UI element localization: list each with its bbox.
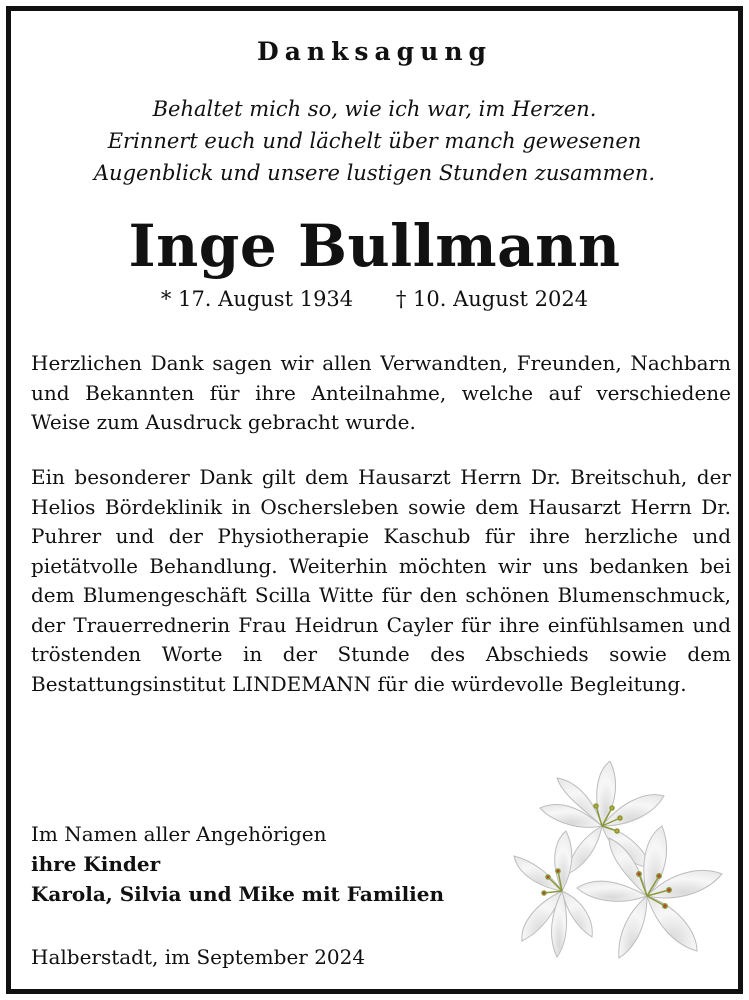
lily-flowers-icon <box>507 761 737 971</box>
memorial-verse <box>11 93 738 189</box>
obituary-notice <box>6 6 743 994</box>
thanks-paragraph: Herzlichen Dank sagen wir allen Verwandten, Freunden, Nachbarn und Bekannten für ihre Anteilnahme, welche auf verschiedene Weise zum Ausdruck gebracht wurde. <box>31 351 731 434</box>
closing-children: ihre Kinder <box>31 852 161 876</box>
verse-line: Erinnert euch und lächelt über manch gewesenen <box>107 129 642 153</box>
special-thanks-paragraph: Ein besonderer Dank gilt dem Hausarzt Herrn Dr. Breitschuh, der Helios Bördeklinik in Oschersleben sowie dem Hausarzt Herrn Dr. Puhrer und der Physiotherapie Kaschub für ihre herzliche und pietätvolle Behandlung. Weiterhin möchten wir uns bedanken bei dem Blumengeschäft Scilla Witte für den schönen Blumenschmuck, der Trauerrednerin Frau Heidrun Cayler für ihre einfühlsamen und tröstenden Worte in der Stunde des Abschieds sowie dem Bestattungsinstitut LINDEMANN für die würdevolle Begleitung. <box>31 465 731 696</box>
heading: Danksagung <box>257 37 492 66</box>
place-date: Halberstadt, im September 2024 <box>31 945 366 969</box>
life-dates <box>11 287 738 311</box>
closing-signature <box>31 819 444 909</box>
verse-line: Augenblick und unsere lustigen Stunden zusammen. <box>93 161 656 185</box>
deceased-name: Inge Bullmann <box>128 212 621 280</box>
closing-intro: Im Namen aller Angehörigen <box>31 822 327 846</box>
verse-line: Behaltet mich so, wie ich war, im Herzen. <box>152 97 597 121</box>
birth-date: * 17. August 1934 <box>160 287 354 311</box>
death-date: † 10. August 2024 <box>395 287 589 311</box>
closing-names: Karola, Silvia und Mike mit Familien <box>31 882 445 906</box>
